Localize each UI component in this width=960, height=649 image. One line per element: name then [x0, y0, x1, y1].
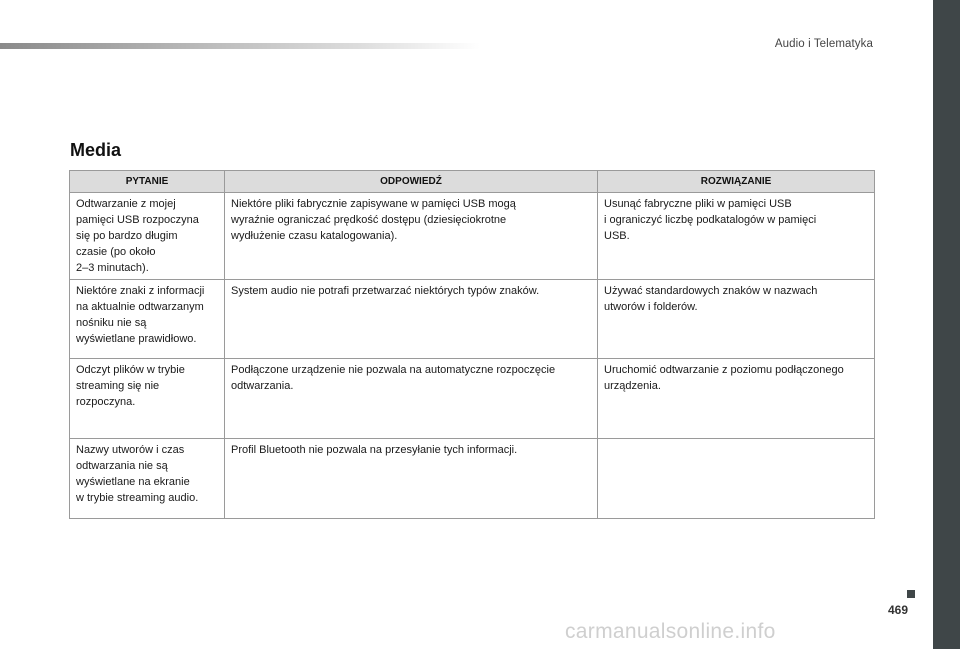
answer-cell: Profil Bluetooth nie pozwala na przesyłanie tych informacji.	[225, 439, 598, 519]
table-row	[70, 439, 875, 519]
section-header: Audio i Telematyka	[774, 38, 873, 50]
answer-cell: System audio nie potrafi przetwarzać niektórych typów znaków.	[225, 280, 598, 359]
column-header-answer: ODPOWIEDŹ	[225, 171, 598, 193]
table-row	[70, 193, 875, 280]
column-header-solution: ROZWIĄZANIE	[598, 171, 875, 193]
table-header-row	[70, 171, 875, 193]
solution-cell: Usunąć fabryczne pliki w pamięci USB i ograniczyć liczbę podkatalogów w pamięci USB.	[598, 193, 875, 280]
header-stripe	[0, 43, 480, 49]
watermark: carmanualsonline.info	[565, 620, 776, 643]
table-row	[70, 359, 875, 439]
question-cell: Niektóre znaki z informacji na aktualnie odtwarzanym nośniku nie są wyświetlane prawidłowo.	[70, 280, 225, 359]
solution-cell: Uruchomić odtwarzanie z poziomu podłączonego urządzenia.	[598, 359, 875, 439]
solution-cell: Używać standardowych znaków w nazwach utworów i folderów.	[598, 280, 875, 359]
column-header-question: PYTANIE	[70, 171, 225, 193]
table-row	[70, 280, 875, 359]
page-marker-icon	[907, 590, 915, 598]
page-number: 469	[888, 603, 909, 617]
answer-cell: Niektóre pliki fabrycznie zapisywane w pamięci USB mogą wyraźnie ograniczać prędkość dostępu (dziesięciokrotne wydłużenie czasu katalogowania).	[225, 193, 598, 280]
question-cell: Nazwy utworów i czas odtwarzania nie są wyświetlane na ekranie w trybie streaming audio.	[70, 439, 225, 519]
answer-cell: Podłączone urządzenie nie pozwala na automatyczne rozpoczęcie odtwarzania.	[225, 359, 598, 439]
faq-table	[69, 170, 875, 519]
question-cell: Odczyt plików w trybie streaming się nie rozpoczyna.	[70, 359, 225, 439]
solution-cell	[598, 439, 875, 519]
page-title: Media	[70, 140, 122, 160]
side-bar	[933, 0, 960, 649]
question-cell: Odtwarzanie z mojej pamięci USB rozpoczyna się po bardzo długim czasie (po około 2–3 minutach).	[70, 193, 225, 280]
